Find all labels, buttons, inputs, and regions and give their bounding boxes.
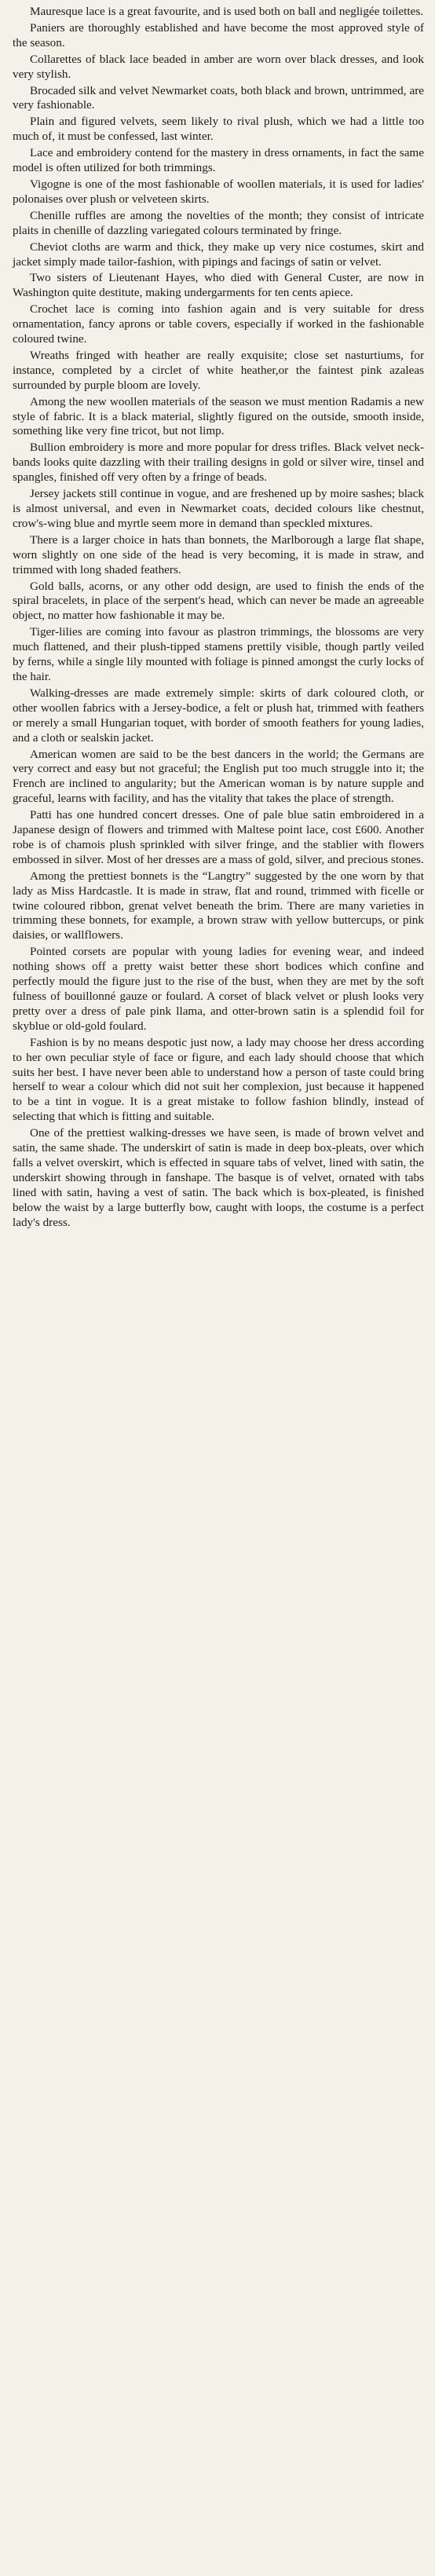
- paragraph-hats: There is a larger choice in hats than bonnets, the Marlborough a large flat shape, worn slightly on one side of the head is very becoming, it is made in straw, and trimmed with long shaded feathers.: [13, 532, 424, 576]
- paragraph-newmarket-coats: Brocaded silk and velvet Newmarket coats, both black and brown, untrimmed, are very fashionable.: [13, 83, 424, 112]
- paragraph-wreaths: Wreaths fringed with heather are really exquisite; close set nasturtiums, for instance, completed by a circlet of white heather,or the faintest pink azaleas surrounded by purple bloom are lovely.: [13, 348, 424, 392]
- paragraph-lace-embroidery: Lace and embroidery contend for the mastery in dress ornaments, in fact the same model is often utilized for both trimmings.: [13, 146, 424, 175]
- paragraph-radamis: Among the new woollen materials of the season we must mention Radamis a new style of fabric. It is a black material, slightly figured on the outside, smooth inside, something like very fine tricot, but not limp.: [13, 394, 424, 438]
- paragraph-mauresque-lace: Mauresque lace is a great favourite, and is used both on ball and negligée toilettes.: [30, 5, 424, 18]
- paragraph-paniers: Paniers are thoroughly established and have become the most approved style of the season.: [13, 20, 424, 49]
- paragraph-crochet-lace: Crochet lace is coming into fashion again and is very suitable for dress ornamentation, fancy aprons or table covers, especially if worked in the fashionable coloured twine.: [13, 302, 424, 346]
- paragraph-patti: Patti has one hundred concert dresses. One of pale blue satin embroidered in a Japanese design of flowers and trimmed with Maltese point lace, cost £600. Another robe is of chamois plush sprinkled with silver fringe, and the stablier with flowers embossed in silver. Most of her dresses are a mass of gold, silver, and precious stones.: [13, 808, 424, 866]
- paragraph-pointed-corsets: Pointed corsets are popular with young ladies for evening wear, and indeed nothing shows off a pretty waist better these short bodices which confine and perfectly mould the figure just to the rise of the bust, when they are met by the soft fulness of bouillonné gauze or foulard. A corset of black velvet or plush looks very pretty over a dress of pale pink llama, and otter-brown satin is a splendid foil for skyblue or old-gold foulard.: [13, 945, 424, 1033]
- paragraph-vigogne: Vigogne is one of the most fashionable of woollen materials, it is used for ladies' polonaises over plush or velveteen skirts.: [13, 177, 424, 206]
- paragraph-fashion: Fashion is by no means despotic just now, a lady may choose her dress according to her own peculiar style of face or figure, and each lady should choose that which suits her best. I have never been able to understand how a person of taste could bring herself to wear a colour which did not suit her complexion, just because it happened to be a tint in vogue. It is a great mistake to follow fashion blindly, instead of selecting that which is fitting and suitable.: [13, 1035, 424, 1124]
- paragraph-jersey-jackets: Jersey jackets still continue in vogue, and are freshened up by moire sashes; black is almost universal, and even in Newmarket coats, decided colours like chestnut, crow's-wing blue and myrtle seem more in demand than speckled mixtures.: [13, 487, 424, 530]
- paragraph-velvets: Plain and figured velvets, seem likely to rival plush, which we had a little too much of, it must be confessed, last winter.: [13, 115, 424, 144]
- paragraph-gold-balls: Gold balls, acorns, or any other odd design, are used to finish the ends of the spiral bracelets, in place of the serpent's head, which can never be made an agreeable object, no matter how fashionable it may be.: [13, 579, 424, 623]
- paragraph-american-women: American women are said to be the best dancers in the world; the Germans are very correct and easy but not graceful; the English put too much struggle into it; the French are inclined to angularity; but the American woman is by nature supple and graceful, learns with facility, and has the vitality that takes the place of strength.: [13, 747, 424, 806]
- paragraph-walking-dress-brown: One of the prettiest walking-dresses we have seen, is made of brown velvet and satin, the same shade. The underskirt of satin is made in deep box-pleats, over which falls a velvet overskirt, which is effected in square tabs of velvet, lined with satin, the underskirt showing through in fanshape. The basque is of velvet, ornated with tabs lined with satin, having a vest of satin. The back which is box-pleated, is finished below the waist by a large butterfly bow, caught with loops, the costume is a perfect lady's dress.: [13, 1126, 424, 1229]
- fashion-notes-column: [13, 5, 424, 1231]
- paragraph-hayes-sisters: Two sisters of Lieutenant Hayes, who died with General Custer, are now in Washington quite destitute, making undergarments for ten cents apiece.: [13, 271, 424, 300]
- paragraph-collarettes: Collarettes of black lace beaded in amber are worn over black dresses, and look very stylish.: [13, 52, 424, 81]
- paragraph-bullion: Bullion embroidery is more and more popular for dress trifles. Black velvet neck-bands looks quite dazzling with their trailing designs in gold or silver wire, tinsel and spangles, finished off very often by a fringe of beads.: [13, 441, 424, 485]
- paragraph-tiger-lilies: Tiger-lilies are coming into favour as plastron trimmings, the blossoms are very much flattened, and their plush-tipped stamens prettily visible, though partly veiled by ferns, while a single lily mounted with foliage is pinned amongst the curly locks of the hair.: [13, 625, 424, 683]
- paragraph-walking-dresses: Walking-dresses are made extremely simple: skirts of dark coloured cloth, or other woollen fabrics with a Jersey-bodice, a felt or plush hat, trimmed with feathers or merely a small Hungarian toquet, with border of smooth feathers for young ladies, and a cloth or sealskin jacket.: [13, 686, 424, 745]
- paragraph-chenille: Chenille ruffles are among the novelties of the month; they consist of intricate plaits in chenille of dazzling variegated colours terminated by fringe.: [13, 208, 424, 237]
- paragraph-cheviot: Cheviot cloths are warm and thick, they make up very nice costumes, skirt and jacket simply made tailor-fashion, with pipings and facings of satin or velvet.: [13, 240, 424, 269]
- paragraph-langtry: Among the prettiest bonnets is the “Langtry” suggested by the one worn by that lady as Miss Hardcastle. It is made in straw, flat and round, trimmed with ficelle or twine coloured ribbon, grenat velvet beneath the brim. There are many varieties in trimming these bonnets, for example, a brown straw with yellow buttercups, or pink daisies, or wallflowers.: [13, 869, 424, 942]
